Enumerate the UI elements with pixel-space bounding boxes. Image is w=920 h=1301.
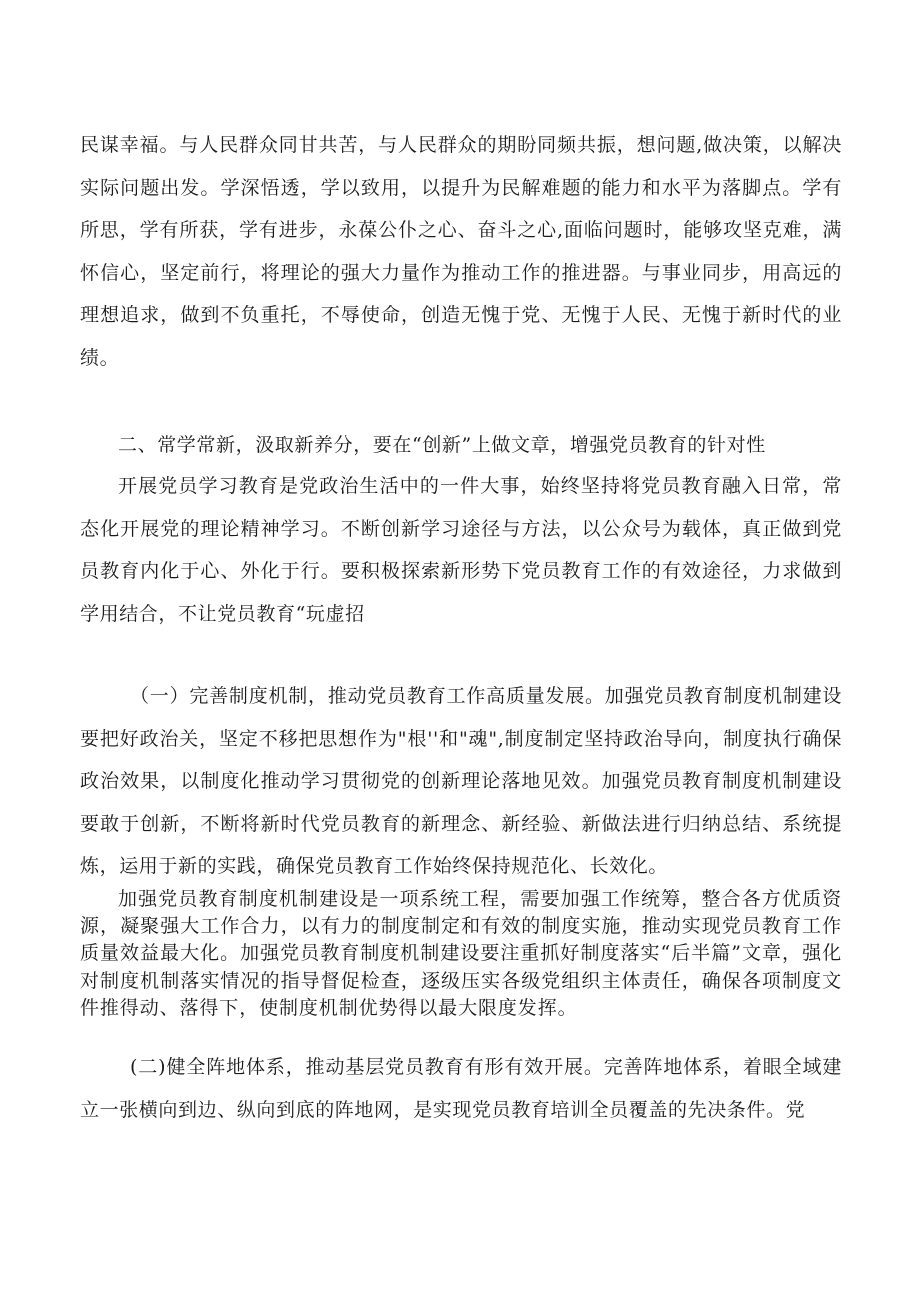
section-heading: 二、常学常新，汲取新养分，要在“创新”上做文章，增强党员教育的针对性 bbox=[118, 434, 766, 456]
body-paragraph: 加强党员教育制度机制建设是一项系统工程，需要加强工作统筹，整合各方优质资源，凝聚强大工作合力，以有力的制度制定和有效的制度实施，推动实现党员教育工作质量效益最大化。加强党员教育制度机制建设要注重抓好制度落实“后半篇”文章，强化对制度机制落实情况的指导督促检查，逐级压实各级党组织主体责任，确保各项制度文件推得动、落得下，使制度机制优势得以最大限度发挥。 bbox=[80, 888, 842, 1019]
body-paragraph: 开展党员学习教育是党政治生活中的一件大事，始终坚持将党员教育融入日常，常态化开展党的理论精神学习。不断创新学习途径与方法，以公众号为载体，真正做到党员教育内化于心、外化于行。要积极探索新形势下党员教育工作的有效途径，力求做到学用结合，不让党员教育“玩虚招 bbox=[80, 475, 842, 625]
body-paragraph: （一）完善制度机制，推动党员教育工作高质量发展。加强党员教育制度机制建设要把好政治关，坚定不移把思想作为"根''和"魂",制度制定坚持政治导向，制度执行确保政治效果，以制度化推动学习贯彻党的创新理论落地见效。加强党员教育制度机制建设要敢于创新，不断将新时代党员教育的新理念、新经验、新做法进行归纳总结、系统提炼，运用于新的实践，确保党员教育工作始终保持规范化、长效化。 bbox=[80, 685, 842, 878]
body-paragraph: (二)健全阵地体系，推动基层党员教育有形有效开展。完善阵地体系，着眼全域建立一张横向到边、纵向到底的阵地网，是实现党员教育培训全员覆盖的先决条件。党 bbox=[80, 1056, 842, 1121]
body-paragraph: 民谋幸福。与人民群众同甘共苦，与人民群众的期盼同频共振，想问题,做决策，以解决实际问题出发。学深悟透，学以致用，以提升为民解难题的能力和水平为落脚点。学有所思，学有所获，学有进步，永葆公仆之心、奋斗之心,面临问题时，能够攻坚克难，满怀信心，坚定前行，将理论的强大力量作为推动工作的推进器。与事业同步，用高远的理想追求，做到不负重托，不辱使命，创造无愧于党、无愧于人民、无愧于新时代的业绩。 bbox=[80, 134, 842, 369]
